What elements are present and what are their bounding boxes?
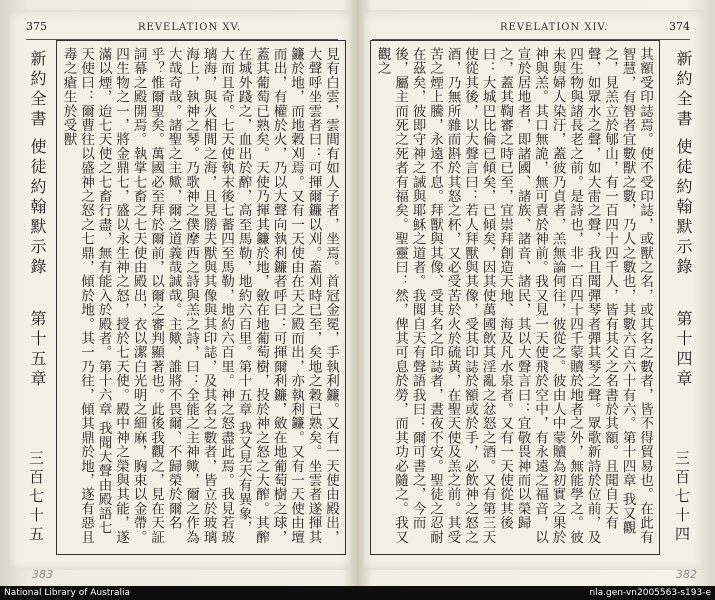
left-chapter-label: 第十五章 <box>28 310 47 390</box>
left-running-head: REVELATION XV. <box>138 22 242 33</box>
right-text-frame <box>370 40 660 555</box>
record-identifier: nla.gen-vn2005563-s193-e <box>589 588 711 598</box>
left-pencil-page-number: 383 <box>32 568 53 581</box>
left-page-number: 375 <box>26 20 47 33</box>
right-page-number: 374 <box>669 20 690 33</box>
right-margin-page: 三百七十四 <box>673 450 691 545</box>
left-body-text: 見有白雲，雲間有如人子者，坐焉。首冠金冕，手執利鐮。又有一天使由殿出，大聲呼坐雲者曰：可揮爾鐮以刈。蓋刈時已至，矣地之穀已熟矣。坐雲者遂揮其鐮於地，而地穀刈焉。又有一天使由在天之殿而出，亦執利鐮。又有一天使由壇而出，有權於火，乃以大聲向執利鐮者呼曰：可揮爾利鐮，斂在地葡萄樹之球，蓋其葡萄已熟矣。天使乃揮其鐮於地，斂在地葡萄樹，投於神之怒之大醡。其醡在城外踐之，血出於醡，高至馬勒，地約六百里。第十五章 我又見天有異象，大而且奇。七天使執末後七蓄四至馬勒，地約六百里。神之怒盡此焉。我見若玻璃海，與火相間之海，且見勝夫獸與其像與其印誌，及其名之數者，皆立於玻璃海上，執神之琴。乃歌神之僕摩西之詩與羔之詩，曰：全能之主神歟，爾之作為大哉奇哉。諸聖之主歟，爾之道義哉誠哉。主歟，誰將不畏爾、不歸榮於爾名乎？惟爾聖矣。萬國必至拜於爾前，以爾之審判顯著也。此後我觀之，見在天証詞幕之殿開焉。執掌七畜之七天使由殿出，衣以潔白光明之細麻，胸束以金帶。四生物之一，將金鼎七，盛以永生神之怒，授於七天使。殿中神之榮與其能，遂滿以煙，迨七天使之七畜行盡，無有能入於殿者。第十六章 我聞大聲由殿語七天使曰：爾曹往以盛神之怒之七鼎，傾於地。其一乃往，傾其鼎於地，遂有惡且毒之瘡生於受獸 <box>60 47 339 544</box>
right-body-text: 其額受印誌焉。使不受印誌，或獸之名，或其名之數者，皆不得貿易也。在此有智慧，有智者宜數獸之數，乃人之數也，其數六百六十有六。第十四章 我又觀之，見羔立於郇山，有一百四十四千人，皆有其父之名書於其額。且聞自天有聲，如眾水之聲，如大雷之聲，我且聞彈琴者彈其琴之聲。眾歌新詩於位前，及四生物與諸長老之前。是詩也，非一百四十四千蒙贖於地者之外，無能學之。彼未與婦人染汙，蓋彼乃貞者，羔無論何往，彼從之。彼由人中蒙贖為初實之果於神與羔。其口無詭，無可責於神前。我又見一天使飛於空中，有永遠之福音，以宣於居地者，即諸國、諸族、諸音、諸民，其以大聲言曰：宜敬畏神而以榮歸之，蓋其鞫審之時已至，宜崇拜創造天地、海及凡水泉者。又有一天使從其後曰：大城巴比倫已傾矣，已傾矣，因其使萬國飲其淫亂之忿怒之酒。又有第三天使從其後，以大聲言曰：若人拜獸與其像，受其印誌於額或於手，必飲神之怒之酒，乃無所雜而斟於其怒之杯，又必受苦於火於硫黃，在聖天使及羔之前。其受苦之煙上騰，永遠不息。拜獸與其像、受其名之印誌者，晝夜不安。聖徒之忍耐在茲矣，彼即守神之誡與耶穌之道者。我聞自天有聲語我曰：爾可書之，今而後，屬主而死之死者有福矣。聖靈曰：然，俾其可息於勞，而其功必隨之。我又觀之 <box>374 47 653 544</box>
right-chapter-label: 第十四章 <box>674 310 693 390</box>
right-pencil-page-number: 382 <box>676 568 697 581</box>
right-page <box>364 10 704 570</box>
left-margin-page: 三百七十五 <box>27 450 45 545</box>
library-name: National Library of Australia <box>4 588 131 598</box>
left-book-title: 新約全書 <box>28 50 47 130</box>
left-book-name: 使徒約翰默示錄 <box>28 138 47 278</box>
right-running-head: REVELATION XIV. <box>500 22 609 33</box>
left-text-frame <box>56 40 346 555</box>
library-footer-bar <box>0 586 715 600</box>
right-book-name: 使徒約翰默示錄 <box>674 138 693 278</box>
left-page <box>10 10 350 570</box>
right-book-title: 新約全書 <box>674 50 693 130</box>
